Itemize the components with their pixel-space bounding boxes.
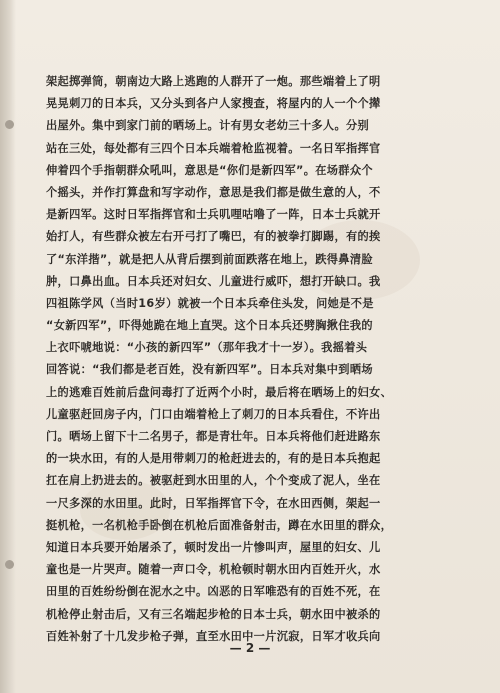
text-line: 肿，口鼻出血。日本兵还对妇女、儿童进行威吓，想打开缺口。我 [46, 274, 381, 288]
text-line: 百姓补射了十几发步枪子弹，直至水田中一片沉寂，日军才收兵向 [46, 629, 381, 643]
text-line: 田里的百姓纷纷倒在泥水之中。凶恶的日军唯恐有的百姓不死，在 [46, 585, 381, 599]
text-line: 是新四军。这时日军指挥官和士兵叽哩咕噜了一阵，日本士兵就开 [46, 208, 381, 222]
body-text [46, 71, 464, 648]
text-line: 架起掷弹筒，朝南边大路上逃跑的人群开了一炮。那些端着上了明 [46, 75, 381, 88]
text-line: 童也是一片哭声。随着一声口令，机枪顿时朝水田内百姓开火，水 [46, 563, 381, 577]
text-line: 机枪停止射击后，又有三名端起步枪的日本士兵，朝水田中被杀的 [46, 607, 381, 621]
text-line: 伸着四个手指朝群众吼叫，意思是“你们是新四军”。在场群众个 [46, 163, 373, 177]
text-line: 挺机枪，一名机枪手卧倒在机枪后面准备射击，蹲在水田里的群众， [46, 518, 393, 532]
text-line: 晃晃刺刀的日本兵，又分头到各户人家搜查，将屋内的人一个个撵 [46, 97, 381, 111]
text-line: 回答说：“我们都是老百姓，没有新四军”。日本兵对集中到晒场 [46, 363, 373, 377]
binding-edge [0, 0, 16, 693]
text-line: 出屋外。集中到家门前的晒场上。计有男女老幼三十多人。分别 [46, 119, 370, 133]
text-line: 上的逃难百姓前后盘问毒打了近两个小时，最后将在晒场上的妇女、 [46, 385, 393, 399]
text-line: 始打人，有些群众被左右开弓打了嘴巴，有的被拳打脚踢，有的挨 [46, 230, 381, 244]
text-line: 上衣吓唬地说：“小孩的新四军”（那年我才十一岁）。我摇着头 [46, 341, 368, 355]
text-line: 儿童驱赶回房子内，门口由端着枪上了刺刀的日本兵看住，不许出 [46, 407, 381, 421]
text-line: 个摇头，并作打算盘和写字动作，意思是我们都是做生意的人，不 [46, 185, 381, 199]
text-line: “女新四军”，吓得她跪在地上直哭。这个日本兵还劈胸揪住我的 [46, 319, 373, 333]
text-line: 四祖陈学风（当时16岁）就被一个日本兵牵住头发，问她是不是 [46, 296, 374, 310]
binding-hole [5, 120, 14, 129]
text-line: 了“东洋揩”，就是把人从背后摆到前面跌落在地上，跌得鼻清脸 [46, 252, 373, 266]
page-number: — 2 — [229, 641, 271, 655]
text-line: 知道日本兵要开始屠杀了，顿时发出一片惨叫声，屋里的妇女、儿 [46, 540, 381, 554]
text-line: 站在三处，每处都有三四个日本兵端着枪监视着。一名日军指挥官 [46, 141, 381, 155]
text-line: 门。晒场上留下十二名男子，都是青壮年。日本兵将他们赶进路东 [46, 430, 381, 443]
text-line: 的一块水田，有的人是用带刺刀的枪赶进去的，有的是日本兵抱起 [46, 452, 381, 466]
binding-hole [5, 560, 14, 569]
text-line: 扛在肩上扔进去的。被驱赶到水田里的人，个个变成了泥人，坐在 [46, 474, 381, 488]
text-line: 一尺多深的水田里。此时，日军指挥官下令，在水田西侧，架起一 [46, 496, 381, 510]
